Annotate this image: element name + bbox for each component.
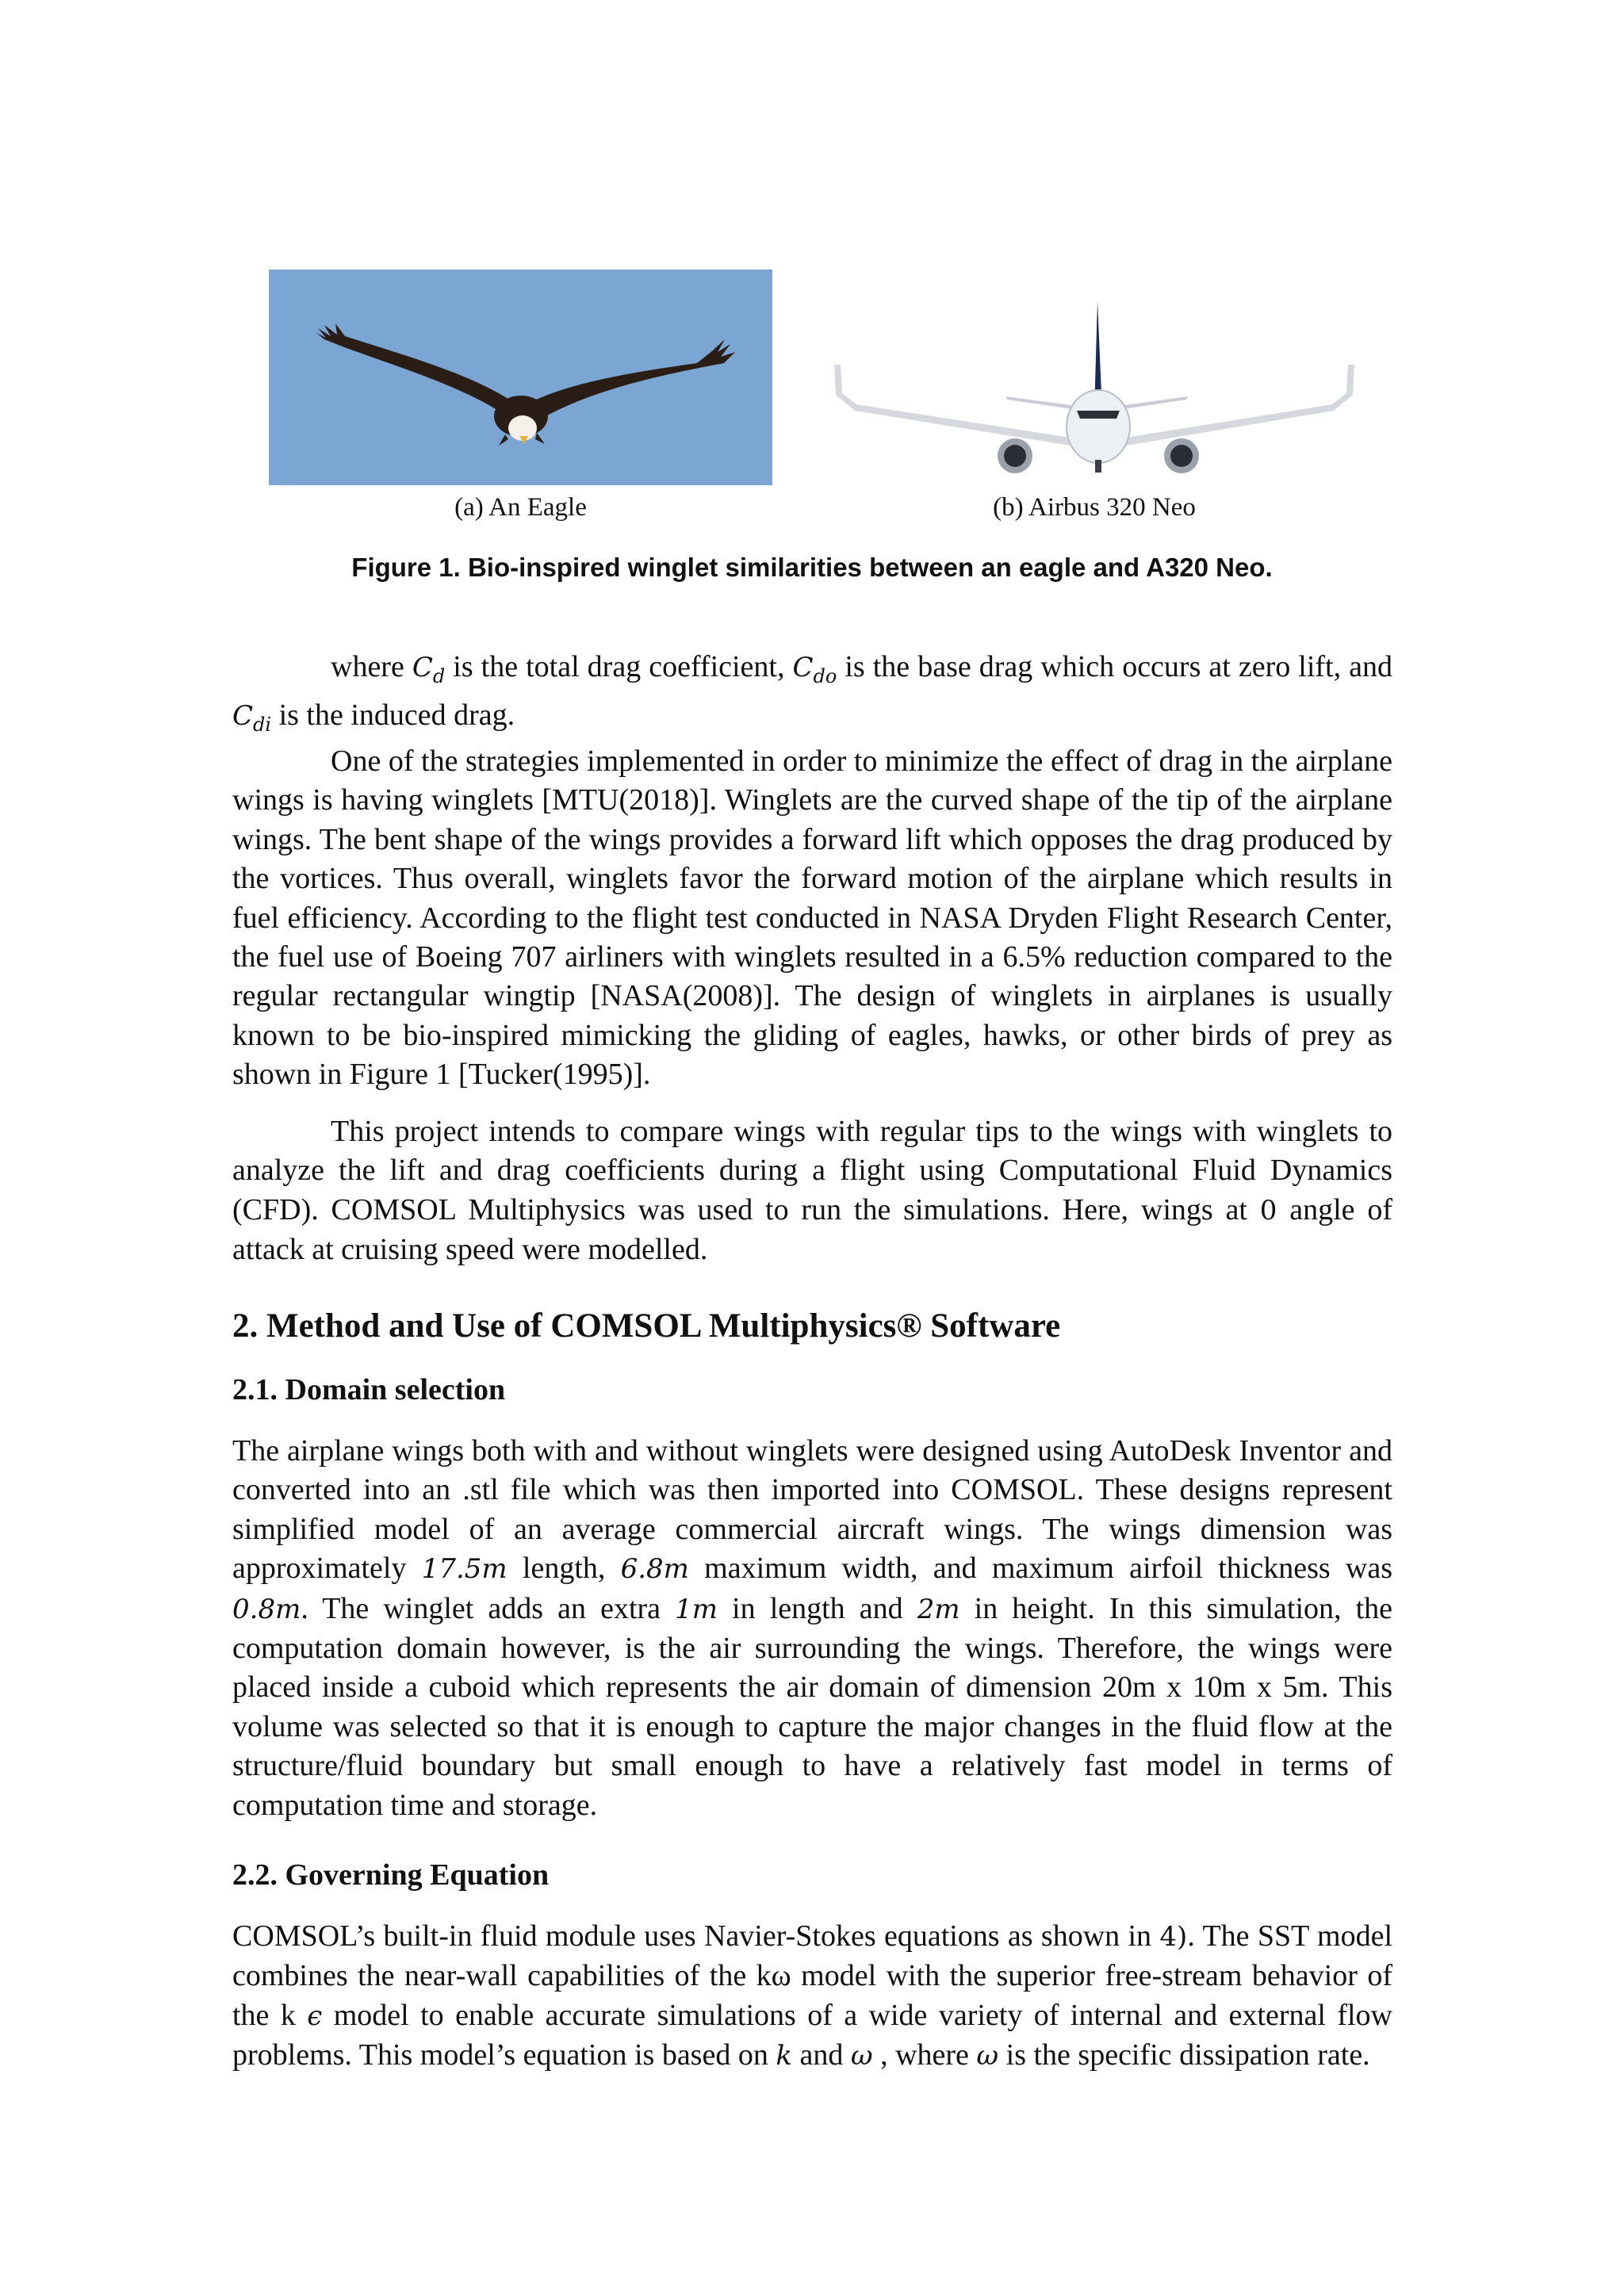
- paragraph-winglets: One of the strategies implemented in order to minimize the effect of drag in the airplane wings is having winglets [MTU(2018)]. Winglets are the curved shape of the tip of the airplane wings. The bent shape of the wings provides a forward lift which opposes the drag produced by the vortices. Thus overall, winglets favor the forward motion of the airplane which results in fuel efficiency. According to the flight test conducted in NASA Dryden Flight Research Center, the fuel use of Boeing 707 airliners with winglets resulted in a 6.5% reduction compared to the regular rectangular wingtip [NASA(2008)]. The design of winglets in airplanes is usually known to be bio-inspired mimicking the gliding of eagles, hawks, or other birds of prey as shown in Figure 1 [Tucker(1995)].: [232, 744, 1392, 1092]
- math-cdi: $C_{di}$: [232, 700, 272, 736]
- paragraph-domain-selection: The airplane wings both with and without winglets were designed using AutoDesk Inventor and converted into an .stl file which was then imported into COMSOL. These designs represent simplified model of an average commercial aircraft wings. The wings dimension was approximately 17.5m length, 6.8m maximum width, and maximum airfoil thickness was 0.8m. The winglet adds an extra 1m in length and 2m in height. In this simulation, the computation domain however, is the air surrounding the wings. Therefore, the wings were placed inside a cuboid which represents the air domain of dimension 20m x 10m x 5m. This volume was selected so that it is enough to capture the major changes in the fluid flow at the structure/fluid boundary but small enough to have a relatively fast model in terms of computation time and storage.: [232, 1434, 1392, 1822]
- subcaption-b: (b) Airbus 320 Neo: [993, 493, 1196, 522]
- airbus-a320-neo-image: [833, 293, 1356, 476]
- section-heading-method: 2. Method and Use of COMSOL Multiphysics® Software: [232, 1307, 1061, 1345]
- subcaption-a: (a) An Eagle: [454, 493, 587, 522]
- math-cd: $C_d$: [412, 652, 446, 687]
- paragraph-governing-equation: COMSOL’s built-in fluid module uses Navier-Stokes equations as shown in 4). The SST model combines the near-wall capabilities of the kω model with the superior free-stream behavior of the k ϵ model to enable accurate simulations of a wide variety of internal and external flow problems. This model’s equation is based on k and ω , where ω is the specific dissipation rate.: [232, 1919, 1392, 2072]
- paragraph-project-intent: This project intends to compare wings with regular tips to the wings with winglets to analyze the lift and drag coefficients during a flight using Computational Fluid Dynamics (CFD). COMSOL Multiphysics was used to run the simulations. Here, wings at 0 angle of attack at cruising speed were modelled.: [232, 1115, 1392, 1267]
- math-cdo: $C_{do}$: [792, 652, 837, 687]
- eagle-photo: [269, 270, 772, 485]
- figure-caption: Figure 1. Bio-inspired winglet similarities between an eagle and A320 Neo.: [351, 553, 1273, 582]
- paragraph-drag-definitions: where $C_d$ is the total drag coefficient, $C_{do}$ is the base drag which occurs at zero lift, and $C_{di}$ is the induced drag.: [232, 650, 1392, 736]
- subsection-heading-governing-equation: 2.2. Governing Equation: [232, 1858, 550, 1892]
- subsection-heading-domain: 2.1. Domain selection: [232, 1373, 506, 1406]
